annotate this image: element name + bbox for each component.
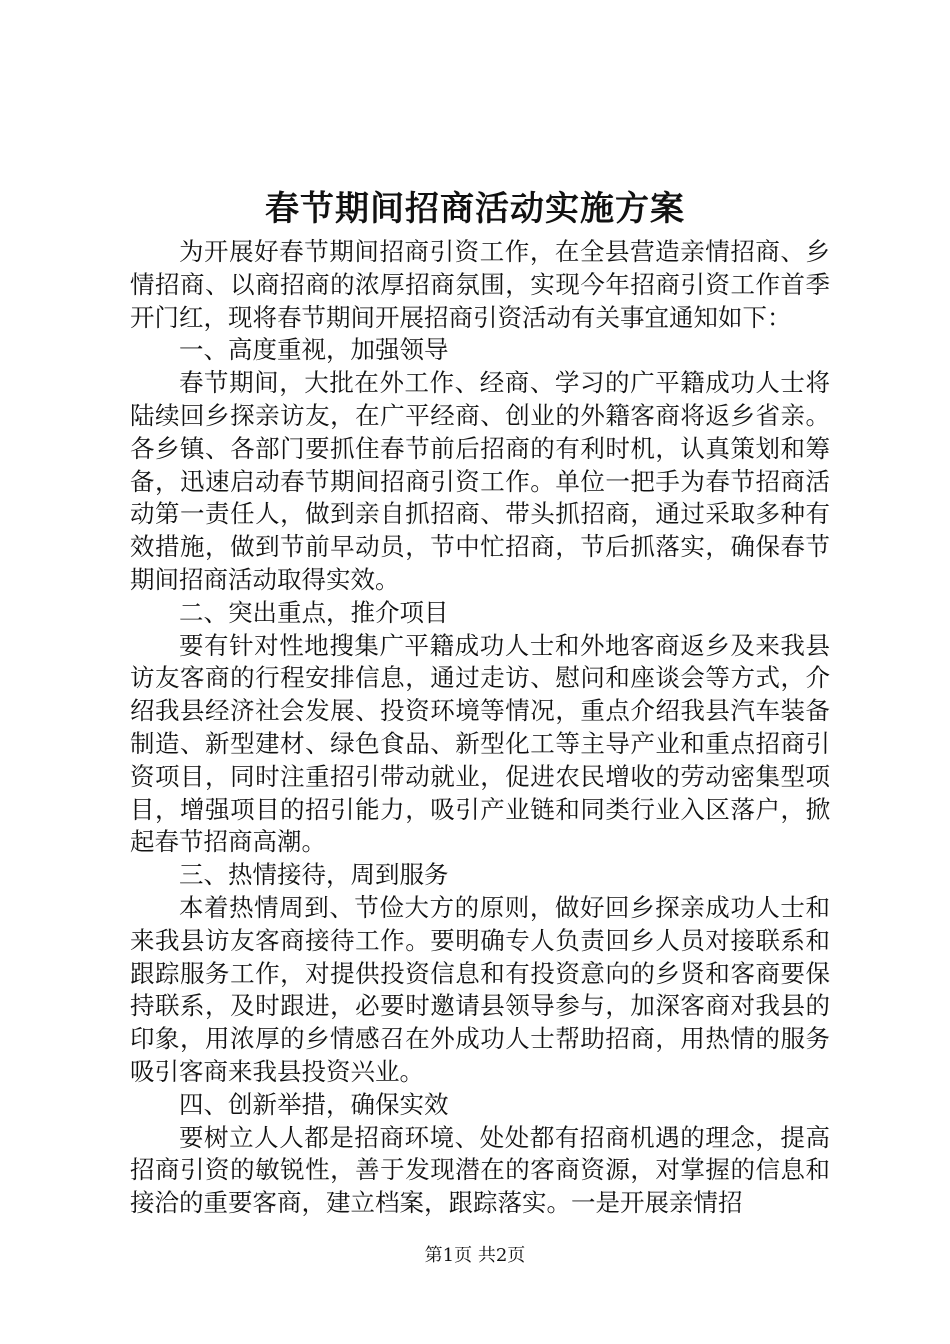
document-title: 春节期间招商活动实施方案: [265, 189, 685, 229]
section-paragraph-2: 要有针对性地搜集广平籍成功人士和外地客商返乡及来我县访友客商的行程安排信息，通过走访、慰问和座谈会等方式，介绍我县经济社会发展、投资环境等情况，重点介绍我县汽车装备制造、新型建材、绿色食品、新型化工等主导产业和重点招商引资项目，同时注重招引带动就业，促进农民增收的劳动密集型项目，增强项目的招引能力，吸引产业链和同类行业入区落户，掀起春节招商高潮。: [130, 630, 830, 857]
section-heading-2: 二、突出重点，推介项目: [179, 597, 449, 627]
intro-paragraph: 为开展好春节期间招商引资工作，在全县营造亲情招商、乡情招商、以商招商的浓厚招商氛围，实现今年招商引资工作首季开门红，现将春节期间开展招商引资活动有关事宜通知如下：: [130, 237, 830, 332]
document-body: [130, 236, 830, 1220]
section-paragraph-1: 春节期间，大批在外工作、经商、学习的广平籍成功人士将陆续回乡探亲访友，在广平经商、创业的外籍客商将返乡省亲。各乡镇、各部门要抓住春节前后招商的有利时机，认真策划和筹备，迅速启动春节期间招商引资工作。单位一把手为春节招商活动第一责任人，做到亲自抓招商、带头抓招商，通过采取多种有效措施，做到节前早动员，节中忙招商，节后抓落实，确保春节期间招商活动取得实效。: [130, 368, 830, 594]
section-heading-1: 一、高度重视，加强领导: [179, 335, 449, 365]
page-footer: 第1页 共2页: [424, 1245, 526, 1266]
section-heading-4: 四、创新举措，确保实效: [179, 1089, 449, 1119]
section-heading-3: 三、热情接待，周到服务: [179, 860, 449, 890]
section-paragraph-4: 要树立人人都是招商环境、处处都有招商机遇的理念，提高招商引资的敏锐性，善于发现潜在的客商资源，对掌握的信息和接洽的重要客商，建立档案，跟踪落实。一是开展亲情招: [130, 1122, 830, 1218]
section-paragraph-3: 本着热情周到、节俭大方的原则，做好回乡探亲成功人士和来我县访友客商接待工作。要明确专人负责回乡人员对接联系和跟踪服务工作，对提供投资信息和有投资意向的乡贤和客商要保持联系，及时跟进，必要时邀请县领导参与，加深客商对我县的印象，用浓厚的乡情感召在外成功人士帮助招商，用热情的服务吸引客商来我县投资兴业。: [130, 892, 830, 1086]
